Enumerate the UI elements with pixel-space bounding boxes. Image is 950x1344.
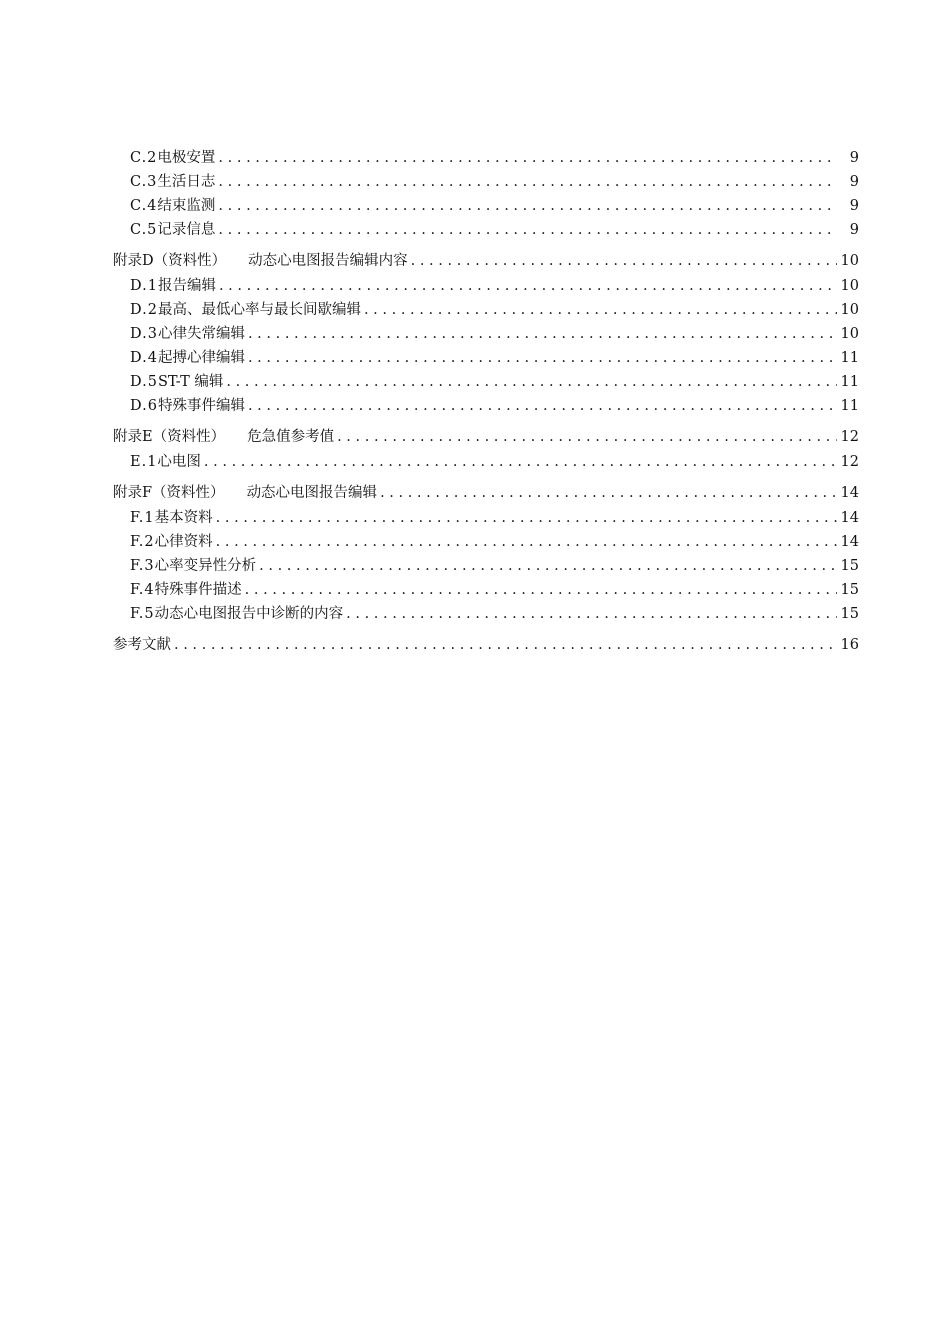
toc-number: D.5 xyxy=(130,374,158,390)
toc-leader-dots xyxy=(216,506,837,530)
toc-entry-c5[interactable] xyxy=(113,218,859,242)
toc-number: C.4 xyxy=(130,198,158,214)
toc-leader-dots xyxy=(204,450,837,474)
toc-title: 记录信息 xyxy=(157,222,216,238)
toc-appendix-prefix: 附录F（资料性） xyxy=(113,485,225,501)
toc-leader-dots xyxy=(219,274,837,298)
toc-leader-dots xyxy=(248,346,837,370)
toc-appendix-title: 动态心电图报告编辑内容 xyxy=(248,253,408,269)
toc-title: 最高、最低心率与最长间歇编辑 xyxy=(157,302,361,318)
toc-entry-appendix-d[interactable] xyxy=(113,248,859,274)
toc-number: F.1 xyxy=(130,510,155,526)
toc-appendix-prefix: 附录E（资料性） xyxy=(113,429,226,445)
toc-number: D.2 xyxy=(130,302,158,318)
toc-entry-appendix-e[interactable] xyxy=(113,424,859,450)
toc-leader-dots xyxy=(226,370,836,394)
toc-title: 特殊事件描述 xyxy=(154,582,242,598)
toc-number: C.5 xyxy=(130,222,158,238)
toc-page-number: 12 xyxy=(840,454,859,470)
toc-page-number: 10 xyxy=(840,278,859,294)
toc-page-number: 9 xyxy=(849,222,859,238)
toc-number: D.1 xyxy=(130,278,158,294)
toc-leader-dots xyxy=(364,298,837,322)
toc-leader-dots xyxy=(259,554,836,578)
toc-entry-f3[interactable] xyxy=(113,554,859,578)
toc-page-number: 9 xyxy=(849,198,859,214)
toc-page-number: 15 xyxy=(840,582,859,598)
toc-entry-c3[interactable] xyxy=(113,170,859,194)
toc-title xyxy=(113,480,377,506)
toc-number: E.1 xyxy=(130,454,158,470)
toc-entry-f4[interactable] xyxy=(113,578,859,602)
toc-entry-d5[interactable] xyxy=(113,370,859,394)
toc-page-number: 9 xyxy=(849,174,859,190)
toc-leader-dots xyxy=(248,394,837,418)
toc-appendix-title: 动态心电图报告编辑 xyxy=(246,485,378,501)
toc-entry-f2[interactable] xyxy=(113,530,859,554)
toc-leader-dots xyxy=(218,218,837,242)
toc-number: D.6 xyxy=(130,398,158,414)
toc-page-number: 14 xyxy=(840,485,859,501)
toc-appendix-title: 危急值参考值 xyxy=(247,429,335,445)
toc-leader-dots xyxy=(216,530,837,554)
toc-leader-dots xyxy=(218,194,837,218)
toc-entry-f5[interactable] xyxy=(113,602,859,626)
toc-appendix-prefix: 附录D（资料性） xyxy=(113,253,227,269)
toc-number: D.4 xyxy=(130,350,158,366)
toc-entry-c2[interactable] xyxy=(113,146,859,170)
toc-number: F.5 xyxy=(130,606,155,622)
toc-leader-dots xyxy=(337,424,836,450)
toc-title: 心律失常编辑 xyxy=(157,326,245,342)
toc-title: 基本资料 xyxy=(154,510,213,526)
toc-page-number: 11 xyxy=(840,350,859,366)
toc-entry-f1[interactable] xyxy=(113,506,859,530)
toc-number: D.3 xyxy=(130,326,158,342)
toc-page-number: 15 xyxy=(840,606,859,622)
toc-entry-appendix-f[interactable] xyxy=(113,480,859,506)
toc-title: 结束监测 xyxy=(157,198,216,214)
toc-number: F.4 xyxy=(130,582,155,598)
toc-entry-d3[interactable] xyxy=(113,322,859,346)
toc-title: 报告编辑 xyxy=(157,278,216,294)
toc-number: F.3 xyxy=(130,558,155,574)
toc-page-number: 10 xyxy=(840,253,859,269)
toc-entry-references[interactable] xyxy=(113,632,859,658)
toc-entry-d2[interactable] xyxy=(113,298,859,322)
toc-title xyxy=(113,424,334,450)
toc-number: C.2 xyxy=(130,150,158,166)
toc-page-number: 12 xyxy=(840,429,859,445)
toc-page-number: 9 xyxy=(849,150,859,166)
toc-title: 电极安置 xyxy=(157,150,216,166)
table-of-contents xyxy=(113,146,859,658)
toc-page-number: 10 xyxy=(840,326,859,342)
toc-page-number: 16 xyxy=(840,637,859,653)
toc-title: 心律资料 xyxy=(154,534,213,550)
toc-title: 心率变异性分析 xyxy=(154,558,257,574)
toc-title: 起搏心律编辑 xyxy=(157,350,245,366)
toc-leader-dots xyxy=(411,248,837,274)
toc-leader-dots xyxy=(346,602,836,626)
toc-leader-dots xyxy=(380,480,836,506)
toc-page-number: 11 xyxy=(840,374,859,390)
toc-entry-d1[interactable] xyxy=(113,274,859,298)
toc-leader-dots xyxy=(248,322,837,346)
toc-page-number: 10 xyxy=(840,302,859,318)
toc-title: ST-T 编辑 xyxy=(157,374,224,390)
toc-title: 生活日志 xyxy=(157,174,216,190)
toc-title: 特殊事件编辑 xyxy=(157,398,245,414)
toc-page-number: 14 xyxy=(840,534,859,550)
toc-title: 参考文献 xyxy=(113,637,171,653)
toc-entry-c4[interactable] xyxy=(113,194,859,218)
toc-title xyxy=(113,248,408,274)
toc-page-number: 15 xyxy=(840,558,859,574)
toc-page-number: 11 xyxy=(840,398,859,414)
toc-leader-dots xyxy=(218,146,837,170)
toc-entry-d6[interactable] xyxy=(113,394,859,418)
toc-number: F.2 xyxy=(130,534,155,550)
toc-title: 心电图 xyxy=(157,454,201,470)
toc-leader-dots xyxy=(218,170,837,194)
toc-leader-dots xyxy=(174,632,837,658)
toc-entry-d4[interactable] xyxy=(113,346,859,370)
toc-entry-e1[interactable] xyxy=(113,450,859,474)
toc-leader-dots xyxy=(245,578,837,602)
toc-page-number: 14 xyxy=(840,510,859,526)
toc-number: C.3 xyxy=(130,174,158,190)
toc-title: 动态心电图报告中诊断的内容 xyxy=(154,606,344,622)
